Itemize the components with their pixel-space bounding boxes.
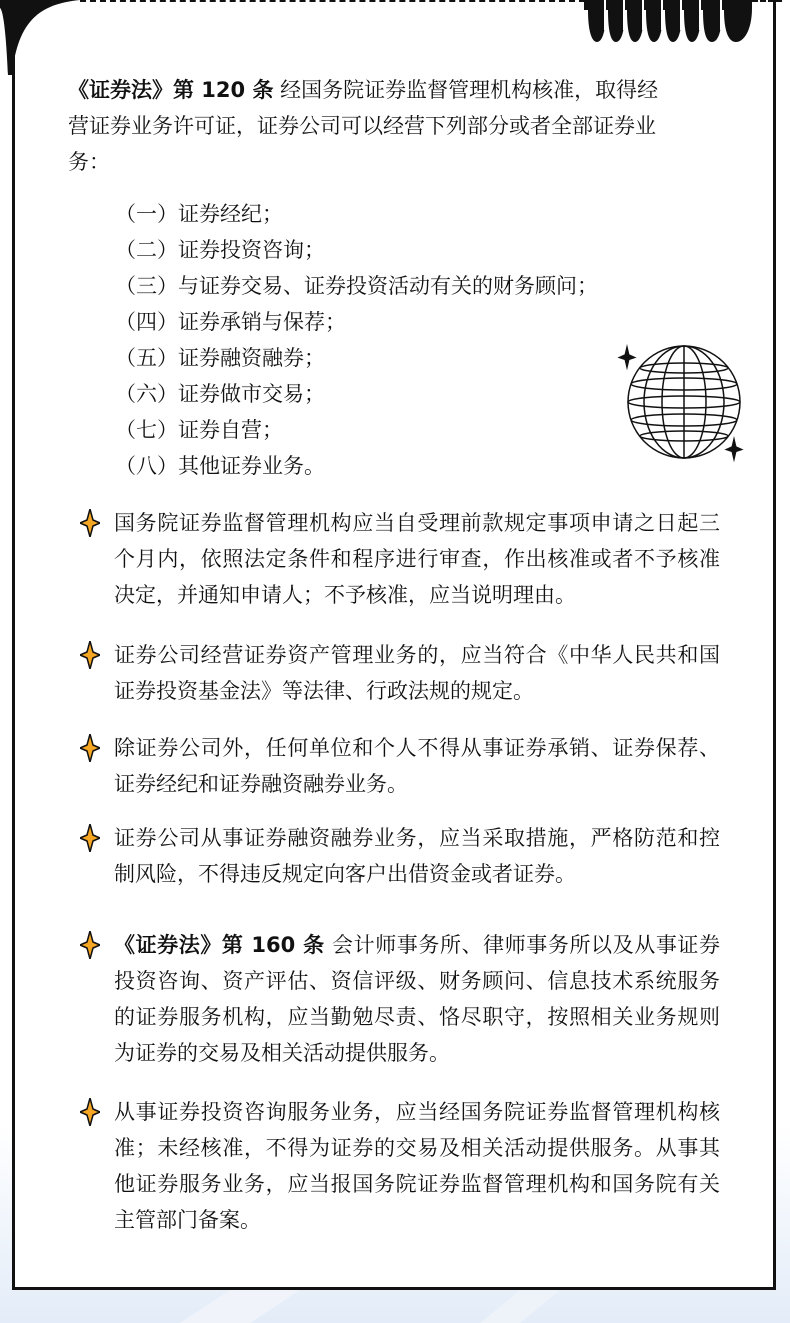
bullet-text: 除证券公司外，任何单位和个人不得从事证券承销、证券保荐、证券经纪和证券融资融券业务。 bbox=[114, 736, 720, 796]
business-list bbox=[115, 196, 675, 484]
bottom-decoration bbox=[0, 1290, 790, 1323]
drip-decoration bbox=[584, 0, 754, 45]
bullet-text bbox=[114, 927, 720, 1071]
intro-text: 经国务院证券监督管理机构核准，取得经营证券业务许可证，证券公司可以经营下列部分或者全部证券业务： bbox=[68, 78, 659, 174]
top-dashed-border bbox=[80, 0, 585, 2]
bullet-text: 国务院证券监督管理机构应当自受理前款规定事项申请之日起三个月内，依照法定条件和程序进行审查，作出核准或者不予核准决定，并通知申请人；不予核准，应当说明理由。 bbox=[114, 511, 720, 607]
bullet-item bbox=[80, 820, 720, 892]
law-title: 《证券法》第 120 条 bbox=[68, 78, 274, 102]
list-item: （三）与证券交易、证券投资活动有关的财务顾问； bbox=[115, 274, 598, 298]
list-item: （五）证券融资融券； bbox=[115, 346, 325, 370]
bullet-item bbox=[80, 637, 720, 709]
sparkle-icon bbox=[80, 641, 100, 669]
bullet-text: 从事证券投资咨询服务业务，应当经国务院证券监督管理机构核准；未经核准，不得为证券的交易及相关活动提供服务。从事其他证券服务业务，应当报国务院证券监督管理机构和国务院有关主管部门备案。 bbox=[114, 1100, 720, 1232]
sparkle-icon bbox=[80, 734, 100, 762]
bullet-item bbox=[80, 505, 720, 613]
list-item: （二）证券投资咨询； bbox=[115, 238, 325, 262]
article-120-intro bbox=[68, 72, 678, 180]
list-item: （八）其他证券业务。 bbox=[115, 454, 325, 478]
sparkle-icon bbox=[80, 1098, 100, 1126]
list-item: （四）证券承销与保荐； bbox=[115, 310, 346, 334]
bullet-text: 证券公司经营证券资产管理业务的，应当符合《中华人民共和国证券投资基金法》等法律、行政法规的规定。 bbox=[114, 643, 720, 703]
corner-curl-decoration bbox=[0, 0, 90, 80]
law-title: 《证券法》第 160 条 bbox=[114, 933, 325, 957]
top-dashed-border-right bbox=[752, 0, 782, 2]
sparkle-icon bbox=[80, 509, 100, 537]
list-item: （六）证券做市交易； bbox=[115, 382, 325, 406]
sparkle-icon bbox=[80, 824, 100, 852]
list-item: （一）证券经纪； bbox=[115, 202, 283, 226]
sparkle-icon bbox=[80, 931, 100, 959]
bullet-item bbox=[80, 1094, 720, 1238]
bullet-body: 会计师事务所、律师事务所以及从事证券投资咨询、资产评估、资信评级、财务顾问、信息技术系统服务的证券服务机构，应当勤勉尽责、恪尽职守，按照相关业务规则为证券的交易及相关活动提供服务。 bbox=[114, 933, 720, 1065]
bullet-text: 证券公司从事证券融资融券业务，应当采取措施，严格防范和控制风险，不得违反规定向客户出借资金或者证券。 bbox=[114, 826, 720, 886]
globe-icon bbox=[616, 340, 750, 465]
bullet-item bbox=[80, 927, 720, 1071]
list-item: （七）证券自营； bbox=[115, 418, 283, 442]
bullet-item bbox=[80, 730, 720, 802]
